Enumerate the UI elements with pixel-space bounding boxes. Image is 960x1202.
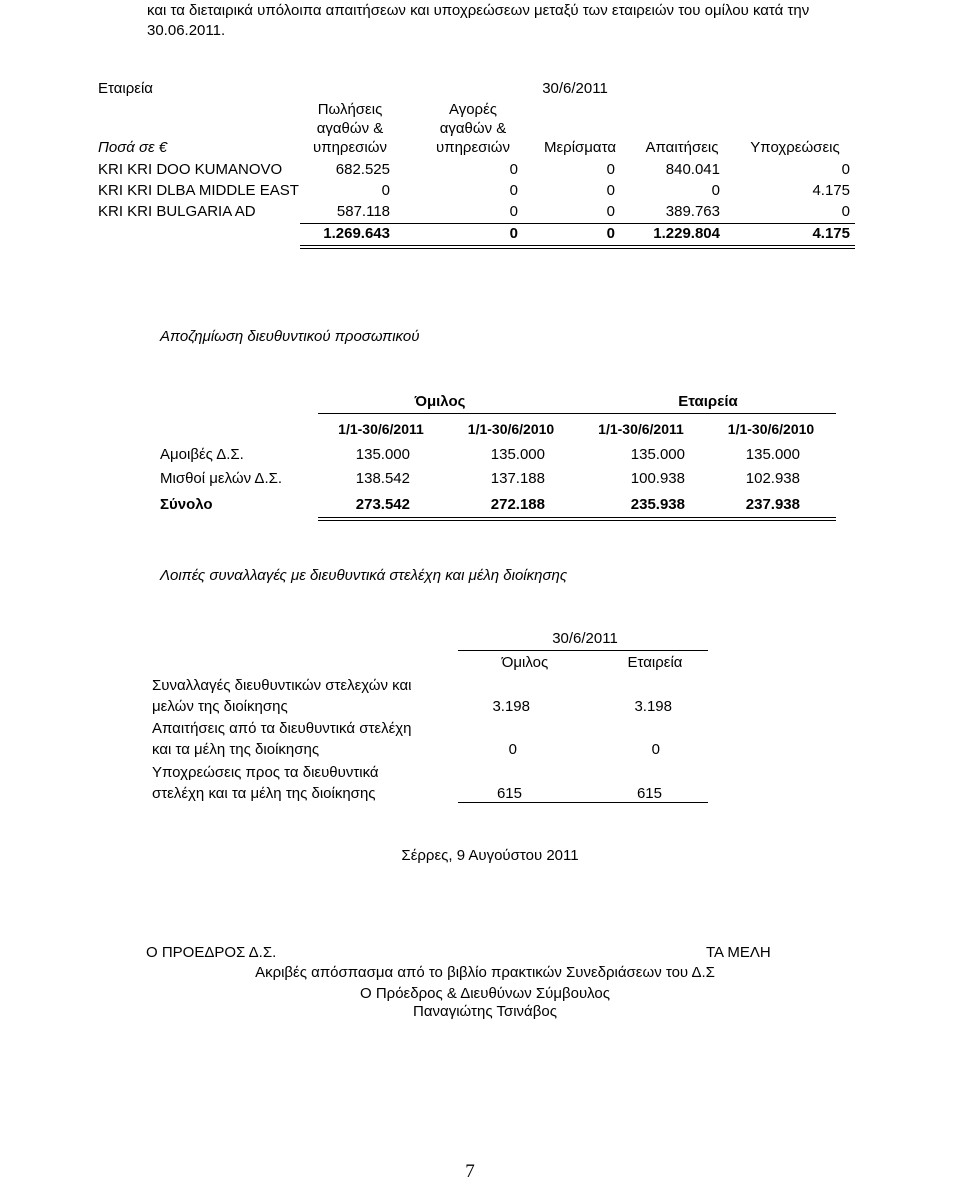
row-company-name: KRI KRI DLBA MIDDLE EAST: [98, 182, 299, 199]
company-header: Εταιρεία: [627, 654, 683, 671]
company-header: Εταιρεία: [678, 393, 738, 410]
total-value: 1.229.804: [653, 225, 720, 242]
row-label-line-2: και τα μέλη της διοίκησης: [152, 741, 320, 758]
compensation-section-title: Αποζημίωση διευθυντικού προσωπικού: [160, 328, 420, 345]
cell-value: 682.525: [335, 161, 390, 178]
sales-header-3: υπηρεσιών: [313, 139, 387, 156]
total-value: 1.269.643: [323, 225, 390, 242]
cell-value: 0: [381, 182, 390, 199]
cell-value: 100.938: [630, 470, 685, 487]
table3-date: 30/6/2011: [552, 630, 618, 647]
cell-value: 135.000: [630, 446, 685, 463]
cell-value: 0: [651, 741, 660, 758]
total-rule-bottom: [318, 520, 836, 521]
total-value: 0: [606, 225, 615, 242]
row-label-line-1: Απαιτήσεις από τα διευθυντικά στελέχη: [152, 720, 412, 737]
cell-value: 135.000: [745, 446, 800, 463]
cell-value: 0: [508, 741, 517, 758]
row-label-line-1: Υποχρεώσεις προς τα διευθυντικά: [152, 764, 379, 781]
cell-value: 4.175: [812, 182, 850, 199]
period-header: 1/1-30/6/2011: [338, 421, 424, 437]
total-value: 4.175: [812, 225, 850, 242]
total-rule: [458, 802, 708, 803]
row-label: Μισθοί μελών Δ.Σ.: [160, 470, 283, 487]
period-header: 1/1-30/6/2011: [598, 421, 684, 437]
cell-value: 615: [636, 785, 662, 802]
row-label-line-1: Συναλλαγές διευθυντικών στελεχών και: [152, 677, 412, 694]
header-rule: [318, 413, 836, 414]
cell-value: 0: [509, 161, 518, 178]
row-label-line-2: στελέχη και τα μέλη της διοίκησης: [152, 785, 376, 802]
purchases-header-3: υπηρεσιών: [436, 139, 510, 156]
cell-value: 3.198: [634, 698, 672, 715]
total-value: 0: [509, 225, 518, 242]
row-company-name: KRI KRI BULGARIA AD: [98, 203, 256, 220]
amount-label: Ποσά σε €: [98, 139, 168, 156]
cell-value: 389.763: [665, 203, 720, 220]
other-transactions-title: Λοιπές συναλλαγές με διευθυντικά στελέχη και μέλη διοίκησης: [160, 567, 568, 584]
period-header: 1/1-30/6/2010: [467, 421, 555, 437]
cell-value: 0: [606, 161, 615, 178]
subtotal-rule: [300, 223, 855, 224]
group-header: Όμιλος: [414, 393, 466, 410]
cell-value: 102.938: [745, 470, 800, 487]
cell-value: 135.000: [490, 446, 545, 463]
cell-value: 0: [711, 182, 720, 199]
total-double-rule-bottom: [300, 248, 855, 249]
total-value: 235.938: [630, 496, 685, 513]
purchases-header-2: αγαθών &: [439, 120, 507, 137]
extract-note: Ακριβές απόσπασμα από το βιβλίο πρακτικών Συνεδριάσεων του Δ.Σ: [255, 964, 715, 981]
cell-value: 135.000: [355, 446, 410, 463]
place-date: Σέρρες, 9 Αυγούστου 2011: [401, 847, 579, 864]
dividends-header: Μερίσματα: [543, 139, 616, 156]
total-double-rule-top: [300, 245, 855, 246]
sales-header-1: Πωλήσεις: [317, 101, 383, 118]
members-label: ΤΑ ΜΕΛΗ: [706, 944, 771, 961]
cell-value: 587.118: [336, 203, 390, 220]
president-label: Ο ΠΡΟΕΔΡΟΣ Δ.Σ.: [146, 944, 277, 961]
liabilities-header: Υποχρεώσεις: [750, 139, 840, 156]
sales-header-2: αγαθών &: [316, 120, 384, 137]
row-label: Αμοιβές Δ.Σ.: [160, 446, 244, 463]
total-label: Σύνολο: [160, 496, 213, 513]
row-company-name: KRI KRI DOO KUMANOVO: [98, 161, 283, 178]
cell-value: 0: [841, 203, 850, 220]
cell-value: 0: [509, 203, 518, 220]
cell-value: 615: [496, 785, 522, 802]
total-value: 272.188: [490, 496, 545, 513]
receivables-header: Απαιτήσεις: [645, 139, 719, 156]
total-value: 237.938: [745, 496, 800, 513]
total-rule-top: [318, 517, 836, 518]
page-number: 7: [465, 1161, 475, 1182]
signatory-name: Παναγιώτης Τσινάβος: [413, 1003, 557, 1020]
cell-value: 840.041: [665, 161, 720, 178]
intro-line-1: και τα διεταιρικά υπόλοιπα απαιτήσεων και υποχρεώσεων μεταξύ των εταιρειών του ομίλου κατά την: [147, 2, 810, 19]
row-label-line-2: μελών της διοίκησης: [152, 698, 288, 715]
cell-value: 0: [509, 182, 518, 199]
date-rule: [458, 650, 708, 651]
group-header: Όμιλος: [501, 654, 549, 671]
cell-value: 0: [841, 161, 850, 178]
cell-value: 0: [606, 182, 615, 199]
cell-value: 137.188: [490, 470, 545, 487]
company-column-label: Εταιρεία: [98, 80, 153, 97]
cell-value: 3.198: [492, 698, 530, 715]
cell-value: 138.542: [355, 470, 410, 487]
intro-line-2: 30.06.2011.: [147, 22, 226, 39]
total-value: 273.542: [355, 496, 410, 513]
period-header: 1/1-30/6/2010: [727, 421, 815, 437]
cell-value: 0: [606, 203, 615, 220]
purchases-header-1: Αγορές: [448, 101, 498, 118]
table1-date: 30/6/2011: [542, 80, 608, 97]
signatory-role: Ο Πρόεδρος & Διευθύνων Σύμβουλος: [360, 985, 610, 1002]
